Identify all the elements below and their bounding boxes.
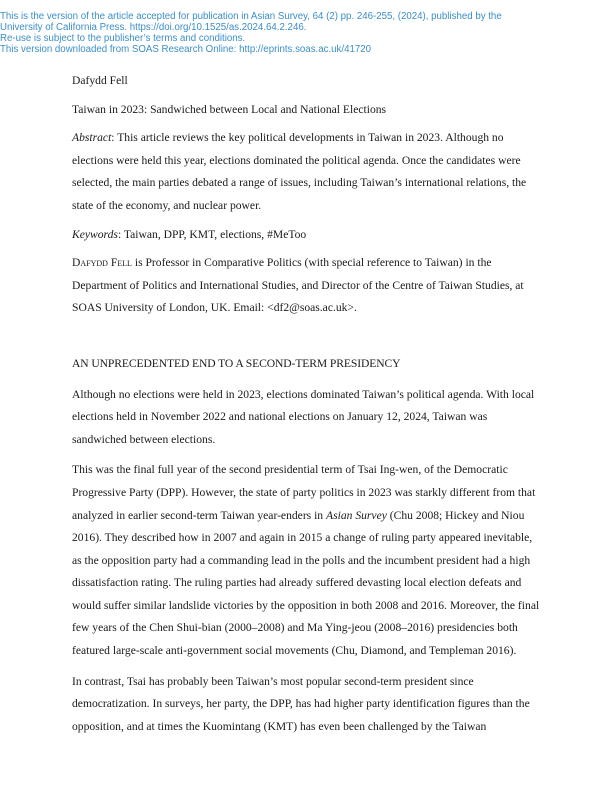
notice-line-3: Re-use is subject to the publisher’s terms and conditions. (0, 33, 246, 44)
paragraph-3: In contrast, Tsai has probably been Taiwan’s most popular second-term president since democratization. In surveys, her party, the DPP, has had higher party identification figures than the opposition, and at times the Kuomintang (KMT) has even been challenged by the Taiwan (72, 674, 530, 733)
author-bio (72, 252, 544, 320)
journal-name: Asian Survey (326, 508, 387, 522)
keywords-label: Keywords (72, 227, 118, 241)
publication-notice (0, 11, 612, 55)
paragraph-1: Although no elections were held in 2023, elections dominated Taiwan’s political agenda. With local elections held in November 2022 and national elections on January 12, 2024, Taiwan was sandwiched between elections. (72, 387, 535, 446)
bio-text: is Professor in Comparative Politics (with special reference to Taiwan) in the Department of Politics and International Studies, and Director of the Centre of Taiwan Studies, at SOAS University of London, UK. Email: <df2@soas.ac.uk>. (72, 256, 524, 315)
abstract-text: : This article reviews the key political developments in Taiwan in 2023. Although no elections were held this year, elections dominated the political agenda. Once the candidates were selected, the main parties debated a range of issues, including Taiwan’s international relations, the state of the economy, and nuclear power. (72, 131, 527, 212)
notice-line-4[interactable]: This version downloaded from SOAS Research Online: http://eprints.soas.ac.uk/41720 (0, 44, 372, 55)
notice-line-2[interactable]: University of California Press. https://doi.org/10.1525/as.2024.64.2.246. (0, 22, 307, 33)
keywords (72, 224, 544, 247)
section-heading: AN UNPRECEDENTED END TO A SECOND-TERM PRESIDENCY (72, 356, 401, 370)
author-name: Dafydd Fell (72, 74, 128, 87)
paragraph-2-part-1: This was the final full year of the second presidential term of Tsai Ing-wen, of the Democratic Progressive Party (DPP). However, the state of party politics in 2023 was starkly different from that analyzed in earlier second-term Taiwan year-enders in (72, 463, 536, 522)
article-body (72, 70, 544, 746)
abstract (72, 127, 544, 217)
abstract-label: Abstract (72, 131, 112, 145)
article-title: Taiwan in 2023: Sandwiched between Local and National Elections (72, 102, 387, 116)
paragraph-2 (72, 459, 544, 662)
paragraph-2-part-2: (Chu 2008; Hickey and Niou 2016). They described how in 2007 and again in 2015 a change of ruling party appeared inevitable, as the opposition party had a commanding lead in the polls and the incumbent president had a high dissatisfaction rating. The ruling parties had already suffered devasting local election defeats and would suffer similar landslide victories by the opposition in both 2008 and 2016. Moreover, the final few years of the Chen Shui-bian (2000–2008) and Ma Ying-jeou (2008–2016) presidencies both featured large-scale anti-government social movements (Chu, Diamond, and Templeman 2016). (72, 508, 540, 658)
bio-author-name: Dafydd Fell (72, 256, 132, 270)
keywords-text: : Taiwan, DPP, KMT, elections, #MeToo (117, 227, 307, 241)
notice-line-1: This is the version of the article accepted for publication in Asian Survey, 64 (2) pp. 246-255, (2024), published by the (0, 11, 502, 22)
